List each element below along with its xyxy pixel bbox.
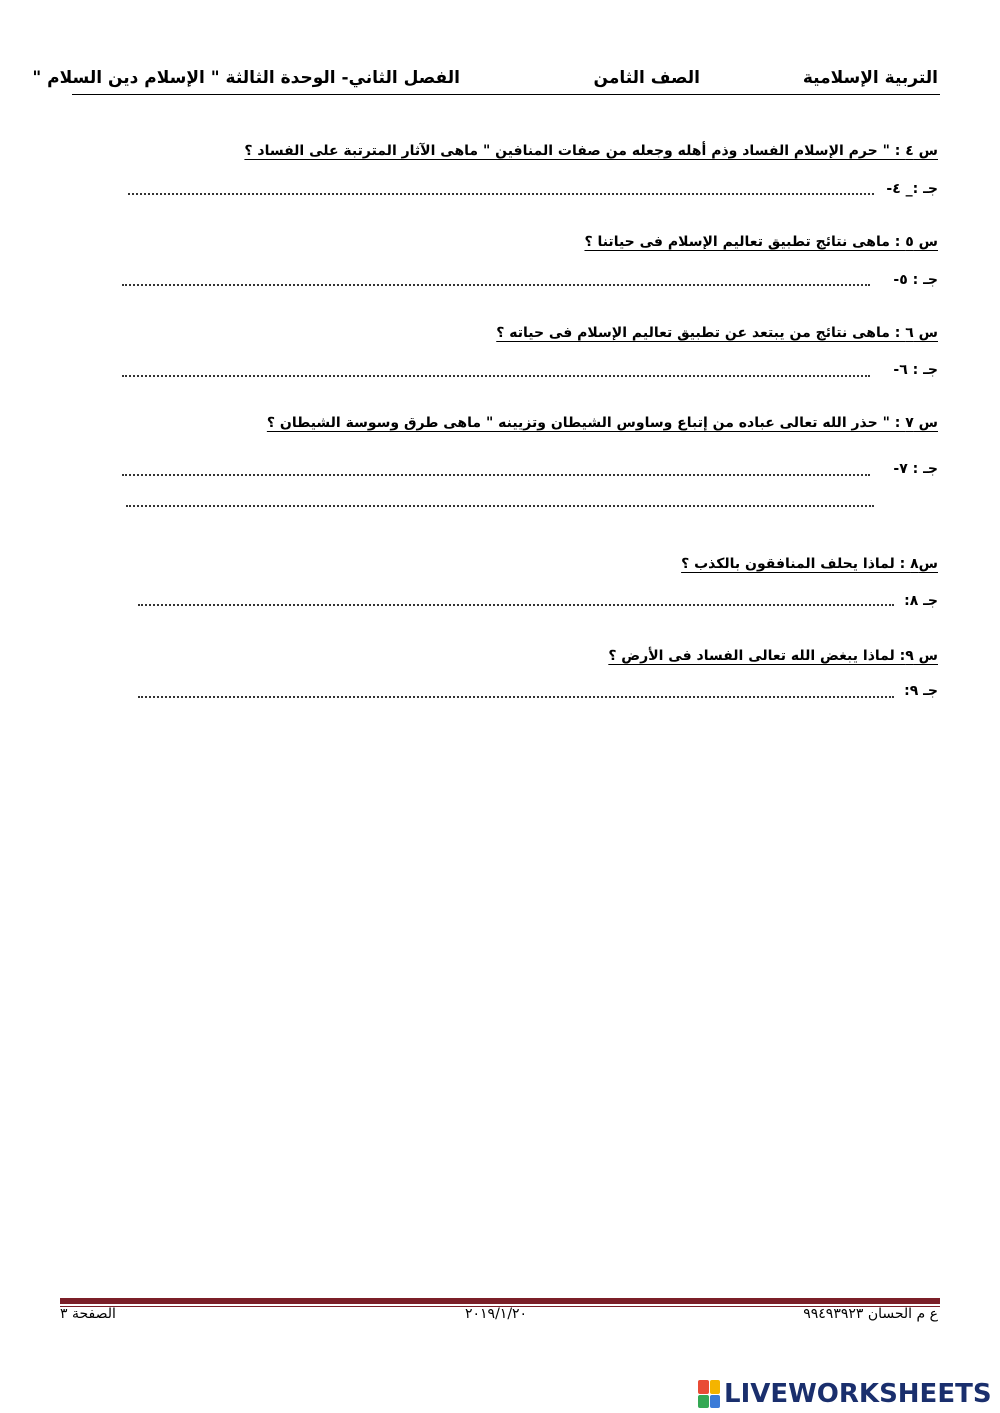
answer-line-7[interactable] [122, 474, 870, 476]
logo-text: LIVEWORKSHEETS [724, 1379, 992, 1409]
answer-label-9: جـ ٩: [904, 683, 938, 699]
footer-band [60, 1298, 940, 1304]
liveworksheets-logo [698, 1378, 992, 1410]
answer-label-4: جـ :_ ٤- [886, 181, 938, 197]
subject-title: التربية الإسلامية [802, 68, 938, 88]
answer-line-5[interactable] [122, 284, 870, 286]
answer-line-9[interactable] [138, 696, 894, 698]
answer-line-6[interactable] [122, 375, 870, 377]
question-5: س ٥ : ماهى نتائج تطبيق تعاليم الإسلام فى حياتنا ؟ [584, 234, 938, 250]
question-9: س ٩: لماذا يبغض الله تعالى الفساد فى الأرض ؟ [608, 648, 938, 664]
logo-mark-icon [698, 1380, 720, 1408]
answer-line-8[interactable] [138, 604, 894, 606]
worksheet-date: ٢٠١٩/١/٢٠ [465, 1306, 528, 1322]
answer-label-8: جـ ٨: [904, 593, 938, 609]
question-8: س٨ : لماذا يحلف المنافقون بالكذب ؟ [681, 556, 938, 572]
answer-line-7b[interactable] [126, 505, 874, 507]
answer-line-4[interactable] [128, 193, 874, 195]
grade-title: الصف الثامن [593, 68, 700, 88]
page-number: الصفحة ٣ [60, 1306, 116, 1322]
question-7: س ٧ : " حذر الله تعالى عباده من إتباع وساوس الشيطان وتزيينه " ماهى طرق وسوسة الشيطان ؟ [266, 415, 938, 431]
answer-label-5: جـ : ٥- [893, 272, 938, 288]
answer-label-6: جـ : ٦- [893, 362, 938, 378]
header-divider [72, 94, 940, 95]
question-4: س ٤ : " حرم الإسلام الفساد وذم أهله وجعله من صفات المنافين " ماهى الآثار المترتبة على الفساد ؟ [244, 143, 938, 159]
question-6: س ٦ : ماهى نتائج من يبتعد عن تطبيق تعاليم الإسلام فى حياته ؟ [496, 325, 938, 341]
teacher-info: ع م الحسان ٩٩٤٩٣٩٢٣ [803, 1306, 938, 1322]
answer-label-7: جـ : ٧- [893, 461, 938, 477]
unit-title: الفصل الثاني- الوحدة الثالثة " الإسلام دين السلام " [32, 68, 460, 88]
